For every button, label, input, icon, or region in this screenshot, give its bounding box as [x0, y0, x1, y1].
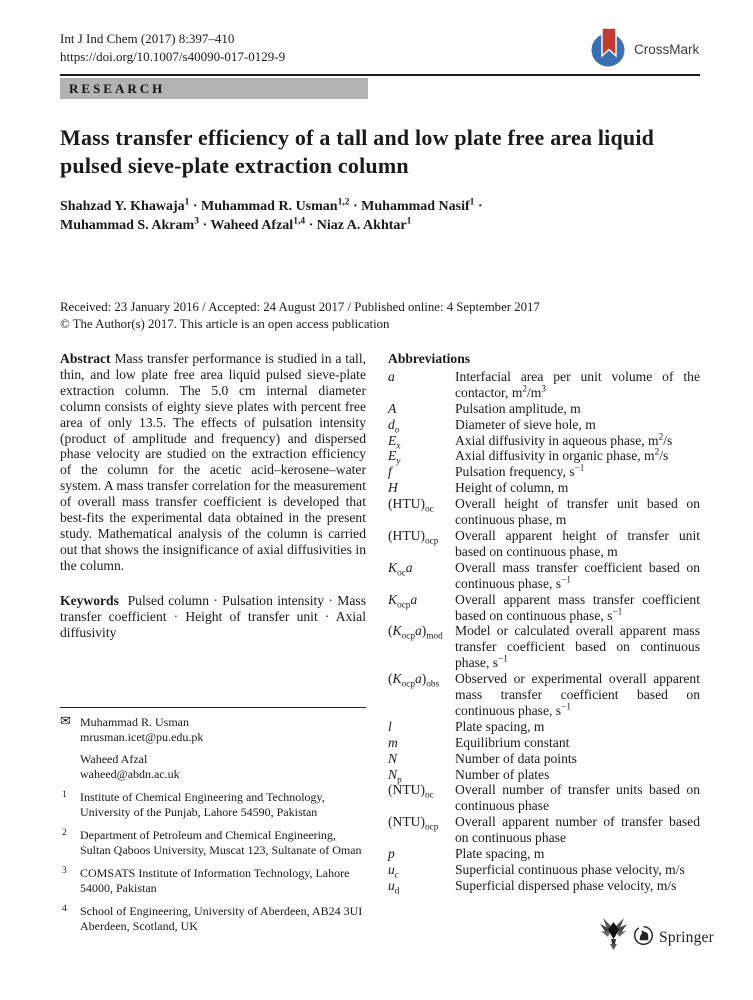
abbreviation-term: $u_d$	[388, 877, 400, 896]
abbreviation-definition: Overall apparent height of transfer unit based on continuous phase, m	[455, 527, 700, 559]
header-rule	[60, 74, 700, 76]
abbreviation-term: a	[388, 368, 395, 384]
corresponding-author-name: Muhammad R. Usman	[80, 715, 189, 729]
abbreviation-row	[388, 878, 700, 894]
journal-header	[60, 30, 285, 66]
abbreviation-definition: Overall apparent mass transfer coefficient based on continuous phase, $s^{-1}$	[455, 591, 700, 623]
abbreviation-row	[388, 446, 700, 467]
abbreviation-row	[388, 767, 700, 783]
springer-knight-icon	[633, 925, 654, 951]
abbreviation-definition: Interfacial area per unit volume of the contactor, $m^2/m^3$	[455, 368, 700, 400]
affiliation-item	[60, 790, 366, 819]
abbreviation-term: $d_o$	[388, 416, 400, 435]
second-author-contact	[60, 752, 366, 781]
abbreviations-heading: Abbreviations	[388, 351, 471, 366]
second-author-email[interactable]: waheed@abdn.ac.uk	[80, 766, 180, 781]
abbreviation-term: p	[388, 846, 395, 862]
abbreviation-row	[388, 735, 700, 751]
crossmark-badge[interactable]	[590, 26, 706, 72]
abbreviation-term: $(K_{ocp}a)_{mod}$	[388, 623, 443, 642]
abbreviation-term: $E_y$	[388, 448, 401, 467]
affiliation-text: COMSATS Institute of Information Technology, Lahore 54000, Pakistan	[80, 866, 350, 895]
abbreviation-definition: Overall mass transfer coefficient based on continuous phase, $s^{-1}$	[455, 559, 700, 591]
article-history	[60, 299, 700, 332]
abbreviation-definition: Overall height of transfer unit based on continuous phase, m	[455, 496, 700, 528]
abbreviation-term: A	[388, 400, 397, 416]
abstract-section	[60, 351, 366, 574]
abbreviation-term: m	[388, 734, 398, 750]
envelope-icon: ✉	[60, 713, 71, 728]
abbreviation-definition: Equilibrium constant	[455, 734, 570, 750]
abstract-heading: Abstract	[60, 351, 111, 366]
abbreviation-row	[388, 751, 700, 767]
abbreviation-definition: Diameter of sieve hole, m	[455, 416, 596, 432]
abbreviation-row	[388, 782, 700, 814]
abbreviation-row	[388, 528, 700, 560]
abbreviation-row	[388, 592, 700, 624]
authors-block	[60, 197, 700, 235]
abbreviation-definition: Axial diffusivity in aqueous phase, $m^2/s$	[455, 431, 673, 448]
affiliation-number: 2	[62, 828, 67, 838]
affiliation-number: 4	[62, 904, 67, 914]
abbreviation-term: f	[388, 464, 392, 480]
publisher-eagle-icon	[600, 917, 627, 956]
keywords-section	[60, 593, 366, 641]
abbreviation-row	[388, 671, 700, 719]
keywords-heading: Keywords	[60, 592, 119, 608]
abbreviation-definition: Overall number of transfer units based on continuous phase	[455, 782, 700, 814]
copyright-notice: © The Author(s) 2017. This article is an open access publication	[60, 316, 390, 331]
footnotes-block	[60, 707, 366, 933]
affiliation-item	[60, 904, 366, 933]
doi-link[interactable]: https://doi.org/10.1007/s40090-017-0129-9	[60, 49, 286, 64]
abbreviation-term: $(HTU)_{oc}$	[388, 496, 434, 514]
springer-label: Springer	[659, 929, 714, 946]
corresponding-author-email[interactable]: mrusman.icet@pu.edu.pk	[80, 729, 204, 744]
abbreviation-definition: Observed or experimental overall apparent mass transfer coefficient based on continuous phase, $s^{-1}$	[455, 671, 700, 718]
abbreviation-row	[388, 369, 700, 401]
abstract-body: Mass transfer performance is studied in a tall, thin, and low plate free area liquid pulsed sieve-plate extraction column. The 5.0 cm internal diameter column consists of eighty sieve plates with percent free area of only 13.5. The effects of pulsation intensity (product of amplitude and frequency) and dispersed phase velocity are studied on the extraction efficiency of the column for the acetic acid–kerosene–water system. A mass transfer correlation for the measurement of overall mass transfer coefficient is developed that best-fits the experimental data obtained in the present study. Mathematical analysis of the column is carried out that shows the insignificance of axial diffusivities in the column.	[60, 351, 366, 573]
abbreviation-term: $(K_{ocp}a)_{obs}$	[388, 671, 440, 689]
abbreviation-row	[388, 560, 700, 592]
affiliation-item	[60, 866, 366, 895]
abbreviation-definition: Pulsation frequency, $s^{-1}$	[455, 462, 585, 480]
abbreviation-definition: Superficial continuous phase velocity, m/s	[455, 862, 685, 877]
abbreviation-term: H	[388, 480, 398, 496]
affiliation-text: School of Engineering, University of Aberdeen, AB24 3UI Aberdeen, Scotland, UK	[80, 904, 363, 933]
crossmark-label: CrossMark	[634, 41, 700, 57]
affiliation-item	[60, 828, 366, 857]
abbreviation-row	[388, 401, 700, 417]
journal-reference: Int J Ind Chem (2017) 8:397–410	[60, 31, 235, 46]
crossmark-icon	[590, 25, 628, 74]
abbreviation-term: $K_{ocp}a$	[388, 591, 418, 610]
received-accepted-published: Received: 23 January 2016 / Accepted: 24 August 2017 / Published online: 4 September 2017	[60, 300, 540, 314]
abbreviations-section	[388, 351, 700, 894]
abbreviation-term: $(NTU)_{ocp}$	[388, 814, 439, 832]
abbreviation-term: $u_c$	[388, 862, 399, 880]
abbreviation-row	[388, 417, 700, 433]
page-title: Mass transfer efficiency of a tall and low plate free area liquid pulsed sieve-plate extraction column	[60, 125, 655, 178]
abbreviation-definition: Model or calculated overall apparent mass transfer coefficient based on continuous phase, $s^{-1}$	[455, 623, 700, 671]
authors-line-1: Shahzad Y. Khawaja$^1$ · Muhammad R. Usman$^{1,2}$ · Muhammad Nasif$^1$ ·	[60, 197, 483, 214]
affiliation-number: 1	[62, 790, 67, 800]
abbreviation-definition: Superficial dispersed phase velocity, m/s	[455, 877, 677, 893]
authors-line-2: Muhammad S. Akram$^3$ · Waheed Afzal$^{1,4}$ · Niaz A. Akhtar$^1$	[60, 216, 412, 233]
abbreviation-definition: Axial diffusivity in organic phase, $m^2/s$	[455, 446, 669, 464]
research-banner: RESEARCH	[60, 78, 368, 99]
abbreviation-definition: Number of data points	[455, 750, 577, 766]
springer-logo	[633, 925, 714, 951]
abbreviation-row	[388, 433, 700, 449]
abbreviation-definition: Height of column, m	[455, 480, 569, 496]
abbreviation-term: $E_x$	[388, 432, 401, 451]
affiliation-number: 3	[62, 866, 67, 876]
abbreviation-row	[388, 814, 700, 846]
abbreviation-row	[388, 480, 700, 496]
affiliation-text: Department of Petroleum and Chemical Engineering, Sultan Qaboos University, Muscat 123, Sultanate of Oman	[80, 828, 362, 857]
left-column	[60, 351, 366, 640]
abbreviation-term: N	[388, 750, 398, 766]
abbreviation-row	[388, 846, 700, 862]
abbreviation-definition: Number of plates	[455, 766, 550, 782]
abbreviation-definition: Plate spacing, m	[455, 846, 545, 862]
abbreviation-definition: Overall apparent number of transfer based on continuous phase	[455, 814, 700, 846]
abbreviation-row	[388, 464, 700, 480]
abbreviation-term: l	[388, 718, 392, 734]
abbreviation-definition: Plate spacing, m	[455, 718, 545, 734]
abbreviation-term: $(NTU)_{oc}$	[388, 782, 434, 801]
abbreviation-term: $(HTU)_{ocp}$	[388, 527, 439, 546]
abbreviation-definition: Pulsation amplitude, m	[455, 400, 581, 416]
abbreviation-term: $N_p$	[388, 766, 402, 785]
abbreviation-row	[388, 496, 700, 528]
abbreviation-row	[388, 862, 700, 878]
abbreviation-row	[388, 719, 700, 735]
abbreviation-row	[388, 623, 700, 671]
corresponding-author	[60, 715, 366, 744]
abbreviation-term: $K_{oc}a$	[388, 559, 413, 578]
second-author-name: Waheed Afzal	[80, 752, 148, 766]
keywords-body: Pulsed column · Pulsation intensity · Mass transfer coefficient · Height of transfer unit · Axial diffusivity	[60, 592, 366, 640]
affiliation-text: Institute of Chemical Engineering and Technology, University of the Punjab, Lahore 54590, Pakistan	[80, 790, 325, 819]
